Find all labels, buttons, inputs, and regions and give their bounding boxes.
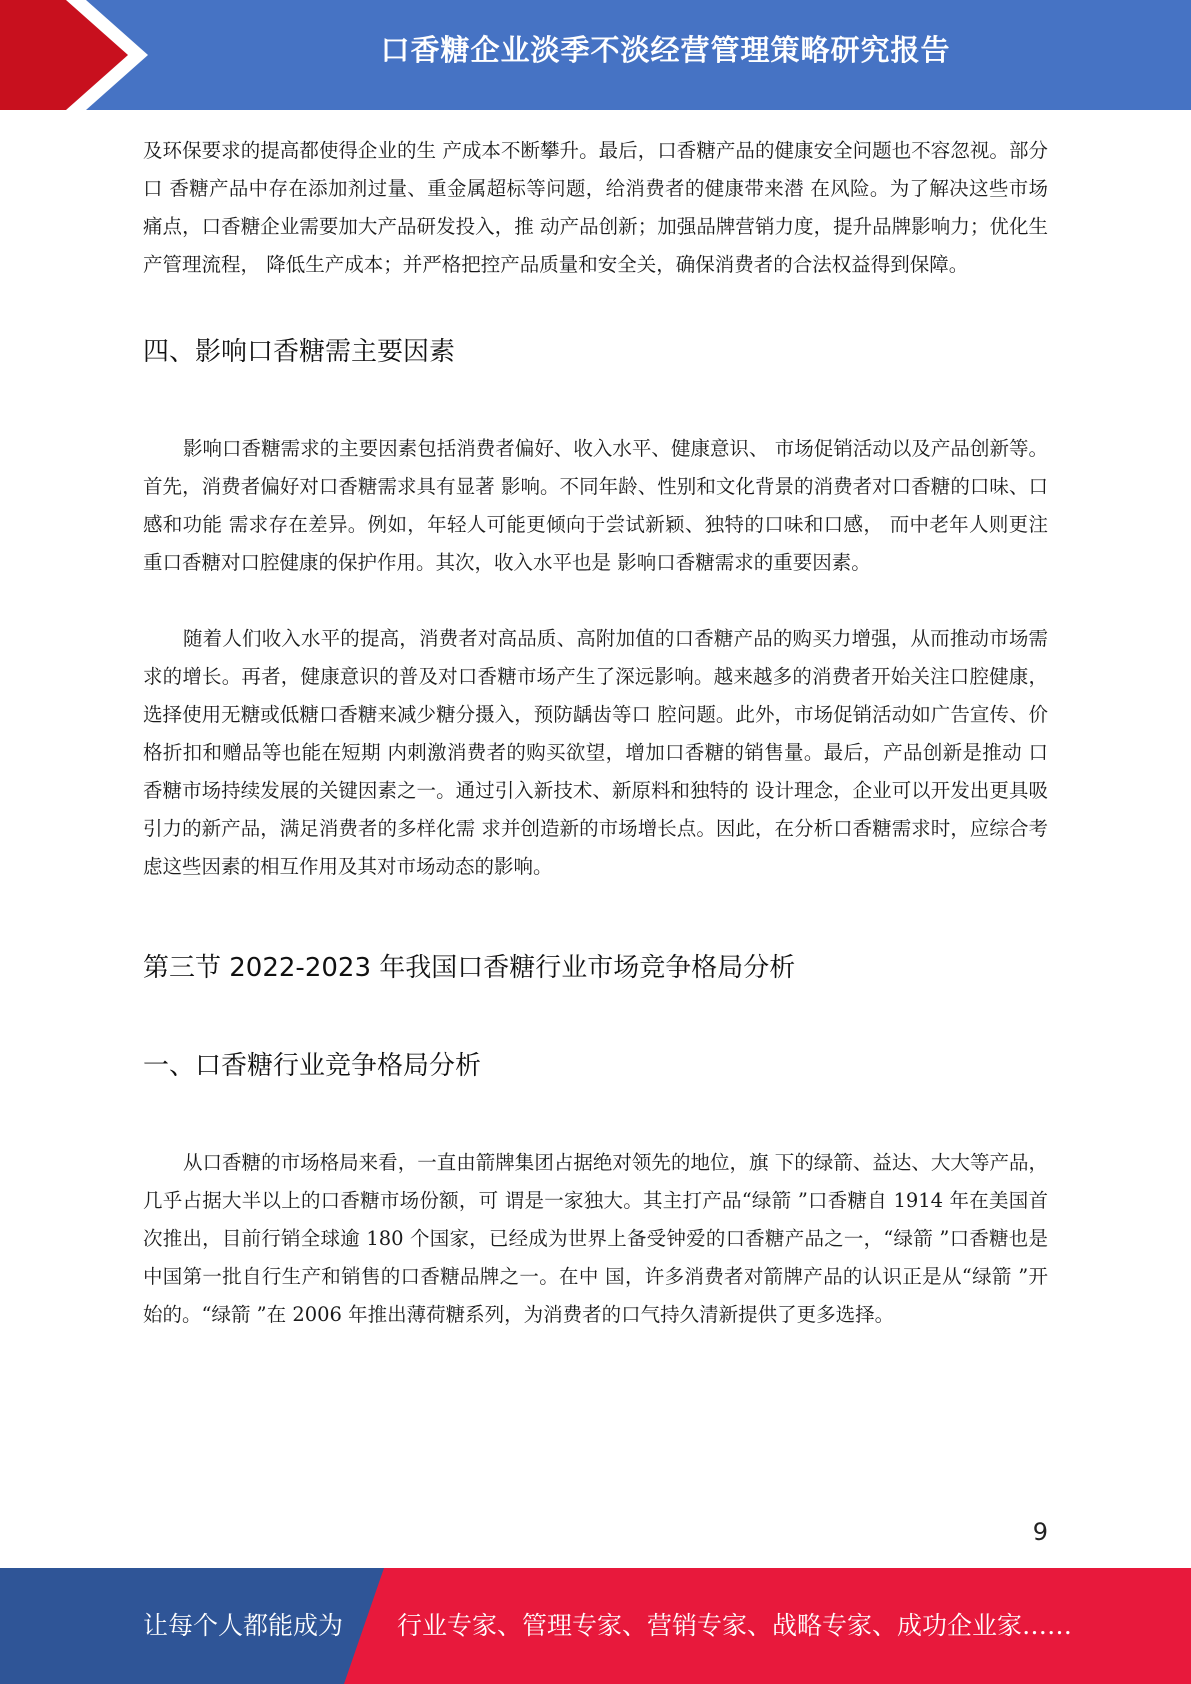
footer-slogan-left: 让每个人都能成为: [143, 1611, 344, 1640]
section-heading-competition: 一、口香糖行业竞争格局分析: [143, 1051, 482, 1081]
section-heading-factors: 四、影响口香糖需主要因素: [143, 337, 456, 367]
page-footer: [0, 1568, 1191, 1684]
report-title: 口香糖企业淡季不淡经营管理策略研究报告: [380, 33, 951, 67]
paragraph-3: 随着人们收入水平的提高，消费者对高品质、高附加值的口香糖产品的购买力增强，从而推动市场需求的增长。再者，健康意识的普及对口香糖市场产生了深远影响。越来越多的消费者开始关注口腔健康，选择使用无糖或低糖口香糖来减少糖分摄入，预防龋齿等口 腔问题。此外，市场促销活动如广告宣传、价格折扣和赠品等也能在短期 内刺激消费者的购买欲望，增加口香糖的销售量。最后，产品创新是推动 口香糖市场持续发展的关键因素之一。通过引入新技术、新原料和独特的 设计理念，企业可以开发出更具吸引力的新产品，满足消费者的多样化需 求并创造新的市场增长点。因此，在分析口香糖需求时，应综合考虑这些因素的相互作用及其对市场动态的影响。: [143, 627, 1048, 878]
header-arrow-decoration: [0, 0, 160, 110]
paragraph-2: 影响口香糖需求的主要因素包括消费者偏好、收入水平、健康意识、 市场促销活动以及产品创新等。首先，消费者偏好对口香糖需求具有显著 影响。不同年龄、性别和文化背景的消费者对口香糖的口味、口感和功能 需求存在差异。例如，年轻人可能更倾向于尝试新颖、独特的口味和口感， 而中老年人则更注重口香糖对口腔健康的保护作用。其次，收入水平也是 影响口香糖需求的重要因素。: [143, 437, 1048, 574]
paragraph-1: 及环保要求的提高都使得企业的生 产成本不断攀升。最后，口香糖产品的健康安全问题也不容忽视。部分口 香糖产品中存在添加剂过量、重金属超标等问题，给消费者的健康带来潜 在风险。为了解决这些市场痛点，口香糖企业需要加大产品研发投入，推 动产品创新；加强品牌营销力度，提升品牌影响力；优化生产管理流程， 降低生产成本；并严格把控产品质量和安全关，确保消费者的合法权益得到保障。: [143, 139, 1048, 276]
paragraph-4: 从口香糖的市场格局来看，一直由箭牌集团占据绝对领先的地位，旗 下的绿箭、益达、大大等产品，几乎占据大半以上的口香糖市场份额，可 谓是一家独大。其主打产品“绿箭 ”口香糖自 1914 年在美国首次推出，目前行销全球逾 180 个国家，已经成为世界上备受钟爱的口香糖产品之一，“绿箭 ”口香糖也是中国第一批自行生产和销售的口香糖品牌之一。在中 国，许多消费者对箭牌产品的认识正是从“绿箭 ”开始的。“绿箭 ”在 2006 年推出薄荷糖系列，为消费者的口气持久清新提供了更多选择。: [143, 1151, 1048, 1326]
chapter-heading-competition: 第三节 2022-2023 年我国口香糖行业市场竞争格局分析: [143, 953, 796, 983]
page-header: [0, 0, 1191, 110]
page-content: [143, 132, 1048, 1334]
footer-slogan-right: 行业专家、管理专家、营销专家、战略专家、成功企业家……: [397, 1611, 1073, 1640]
page-number: 9: [1032, 1518, 1048, 1546]
